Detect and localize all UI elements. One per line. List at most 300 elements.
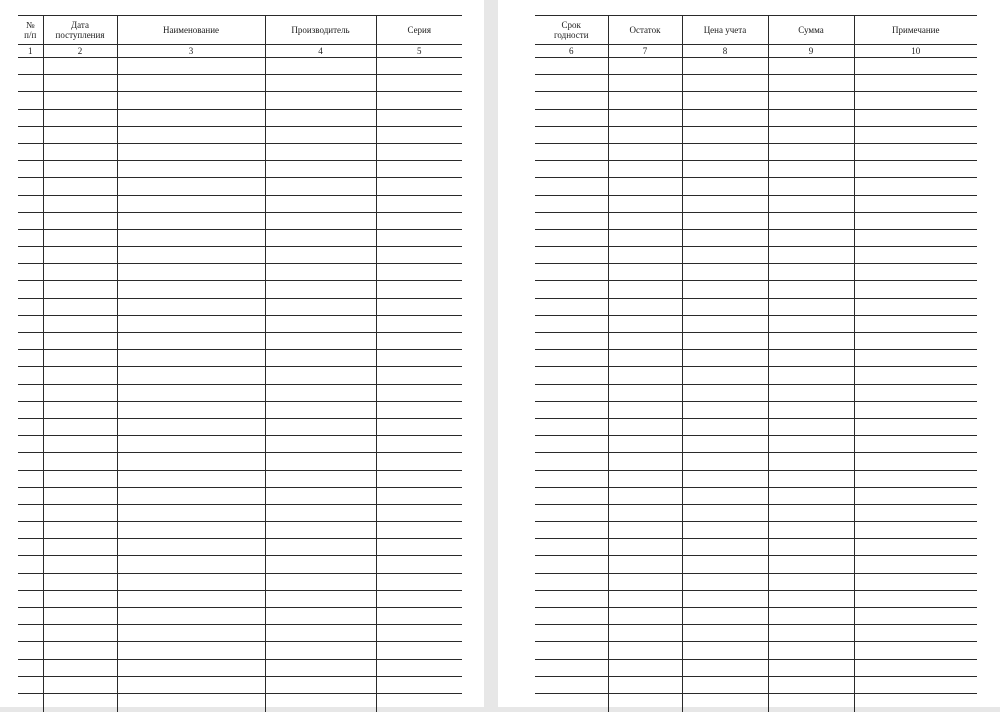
- table-cell: [265, 470, 376, 487]
- table-row: [535, 504, 977, 521]
- table-row: [18, 418, 462, 435]
- table-cell: [854, 75, 977, 92]
- table-cell: [376, 384, 462, 401]
- table-cell: [682, 676, 768, 693]
- table-cell: [376, 642, 462, 659]
- table-row: [18, 281, 462, 298]
- table-cell: [18, 75, 43, 92]
- table-row: [18, 487, 462, 504]
- table-cell: [535, 212, 608, 229]
- table-cell: [535, 109, 608, 126]
- table-row: [18, 143, 462, 160]
- table-cell: [768, 436, 854, 453]
- table-cell: [682, 556, 768, 573]
- table-cell: [43, 315, 117, 332]
- table-cell: [682, 418, 768, 435]
- table-cell: [265, 384, 376, 401]
- table-cell: [608, 608, 682, 625]
- table-cell: [265, 281, 376, 298]
- column-header-receipt-date: Дата поступления: [43, 16, 117, 45]
- column-number-row: [18, 45, 462, 58]
- table-cell: [768, 298, 854, 315]
- table-cell: [854, 659, 977, 676]
- table-cell: [535, 178, 608, 195]
- table-cell: [682, 367, 768, 384]
- table-cell: [265, 161, 376, 178]
- table-row: [535, 384, 977, 401]
- table-cell: [43, 676, 117, 693]
- table-cell: [608, 556, 682, 573]
- table-cell: [265, 109, 376, 126]
- table-cell: [854, 143, 977, 160]
- table-cell: [768, 264, 854, 281]
- table-cell: [265, 642, 376, 659]
- table-cell: [117, 418, 265, 435]
- table-cell: [376, 556, 462, 573]
- table-cell: [43, 333, 117, 350]
- table-cell: [43, 418, 117, 435]
- table-cell: [43, 642, 117, 659]
- ledger-body-left: [18, 58, 462, 712]
- table-cell: [265, 126, 376, 143]
- table-cell: [535, 143, 608, 160]
- table-row: [18, 178, 462, 195]
- table-cell: [535, 556, 608, 573]
- table-cell: [265, 418, 376, 435]
- table-cell: [608, 75, 682, 92]
- table-row: [18, 126, 462, 143]
- table-cell: [535, 522, 608, 539]
- table-row: [18, 367, 462, 384]
- table-cell: [117, 625, 265, 642]
- table-cell: [854, 109, 977, 126]
- table-row: [535, 556, 977, 573]
- table-cell: [18, 676, 43, 693]
- table-cell: [117, 504, 265, 521]
- table-cell: [854, 676, 977, 693]
- table-cell: [18, 315, 43, 332]
- table-row: [535, 350, 977, 367]
- table-cell: [117, 109, 265, 126]
- table-cell: [854, 161, 977, 178]
- column-number: 6: [535, 45, 608, 58]
- table-cell: [854, 333, 977, 350]
- table-cell: [43, 229, 117, 246]
- table-cell: [535, 487, 608, 504]
- table-cell: [768, 161, 854, 178]
- table-row: [535, 92, 977, 109]
- table-cell: [43, 539, 117, 556]
- table-cell: [376, 573, 462, 590]
- table-cell: [608, 539, 682, 556]
- table-cell: [376, 350, 462, 367]
- table-cell: [768, 608, 854, 625]
- table-cell: [608, 264, 682, 281]
- table-cell: [43, 281, 117, 298]
- table-row: [18, 539, 462, 556]
- table-cell: [376, 625, 462, 642]
- table-cell: [43, 384, 117, 401]
- table-cell: [854, 522, 977, 539]
- table-cell: [376, 418, 462, 435]
- table-cell: [854, 608, 977, 625]
- table-row: [18, 693, 462, 712]
- table-cell: [43, 58, 117, 75]
- table-cell: [265, 401, 376, 418]
- table-cell: [608, 573, 682, 590]
- table-cell: [768, 212, 854, 229]
- table-cell: [18, 298, 43, 315]
- table-cell: [608, 418, 682, 435]
- table-row: [18, 350, 462, 367]
- table-cell: [535, 676, 608, 693]
- table-cell: [682, 126, 768, 143]
- table-row: [535, 608, 977, 625]
- table-row: [535, 229, 977, 246]
- table-row: [535, 573, 977, 590]
- table-cell: [535, 590, 608, 607]
- table-row: [18, 333, 462, 350]
- ledger-table-left: [18, 15, 462, 712]
- table-cell: [117, 676, 265, 693]
- table-cell: [18, 367, 43, 384]
- table-cell: [854, 92, 977, 109]
- table-cell: [768, 315, 854, 332]
- table-cell: [768, 590, 854, 607]
- table-cell: [768, 504, 854, 521]
- table-cell: [43, 143, 117, 160]
- table-cell: [535, 504, 608, 521]
- table-cell: [535, 247, 608, 264]
- table-cell: [18, 350, 43, 367]
- table-cell: [376, 522, 462, 539]
- column-number: 5: [376, 45, 462, 58]
- table-row: [18, 590, 462, 607]
- table-cell: [117, 470, 265, 487]
- table-cell: [854, 453, 977, 470]
- table-cell: [682, 625, 768, 642]
- table-row: [535, 367, 977, 384]
- table-cell: [768, 556, 854, 573]
- table-cell: [18, 642, 43, 659]
- table-cell: [117, 659, 265, 676]
- table-row: [535, 315, 977, 332]
- table-cell: [608, 247, 682, 264]
- table-cell: [117, 401, 265, 418]
- table-cell: [18, 470, 43, 487]
- table-cell: [535, 281, 608, 298]
- table-cell: [768, 625, 854, 642]
- table-cell: [535, 384, 608, 401]
- table-cell: [43, 401, 117, 418]
- table-cell: [608, 212, 682, 229]
- table-cell: [376, 676, 462, 693]
- table-cell: [376, 281, 462, 298]
- table-row: [535, 161, 977, 178]
- table-cell: [43, 453, 117, 470]
- column-header-note: Примечание: [854, 16, 977, 45]
- table-cell: [768, 573, 854, 590]
- table-cell: [265, 143, 376, 160]
- table-row: [18, 264, 462, 281]
- table-cell: [117, 247, 265, 264]
- table-cell: [768, 470, 854, 487]
- table-row: [18, 608, 462, 625]
- column-header-name: Наименование: [117, 16, 265, 45]
- column-header-manufacturer: Производитель: [265, 16, 376, 45]
- table-cell: [18, 418, 43, 435]
- table-row: [535, 298, 977, 315]
- table-cell: [43, 659, 117, 676]
- table-cell: [265, 92, 376, 109]
- table-row: [535, 58, 977, 75]
- table-cell: [608, 298, 682, 315]
- table-cell: [608, 161, 682, 178]
- table-cell: [768, 401, 854, 418]
- table-cell: [265, 350, 376, 367]
- table-cell: [117, 143, 265, 160]
- table-cell: [43, 247, 117, 264]
- table-cell: [18, 212, 43, 229]
- table-row: [18, 195, 462, 212]
- table-cell: [117, 573, 265, 590]
- table-cell: [265, 522, 376, 539]
- table-cell: [608, 109, 682, 126]
- table-row: [18, 109, 462, 126]
- table-cell: [535, 350, 608, 367]
- table-cell: [376, 161, 462, 178]
- table-row: [18, 384, 462, 401]
- table-cell: [265, 676, 376, 693]
- table-cell: [535, 418, 608, 435]
- table-cell: [43, 264, 117, 281]
- table-cell: [43, 573, 117, 590]
- table-cell: [535, 401, 608, 418]
- table-cell: [43, 161, 117, 178]
- table-cell: [535, 642, 608, 659]
- table-cell: [768, 367, 854, 384]
- table-cell: [18, 436, 43, 453]
- table-row: [535, 401, 977, 418]
- column-number: 1: [18, 45, 43, 58]
- table-cell: [854, 264, 977, 281]
- table-cell: [376, 264, 462, 281]
- left-page: [0, 0, 484, 707]
- table-row: [18, 92, 462, 109]
- table-cell: [18, 109, 43, 126]
- table-cell: [854, 539, 977, 556]
- table-cell: [376, 333, 462, 350]
- table-cell: [265, 693, 376, 712]
- table-row: [535, 487, 977, 504]
- table-cell: [376, 315, 462, 332]
- table-cell: [376, 109, 462, 126]
- table-cell: [117, 350, 265, 367]
- table-cell: [854, 212, 977, 229]
- table-cell: [376, 367, 462, 384]
- table-cell: [265, 625, 376, 642]
- table-cell: [682, 539, 768, 556]
- table-cell: [682, 350, 768, 367]
- table-cell: [43, 109, 117, 126]
- table-cell: [117, 75, 265, 92]
- table-row: [18, 625, 462, 642]
- table-cell: [768, 143, 854, 160]
- table-cell: [854, 247, 977, 264]
- table-cell: [18, 178, 43, 195]
- table-cell: [854, 384, 977, 401]
- table-cell: [376, 126, 462, 143]
- table-cell: [43, 522, 117, 539]
- table-cell: [608, 333, 682, 350]
- table-row: [18, 229, 462, 246]
- table-row: [535, 212, 977, 229]
- table-cell: [854, 590, 977, 607]
- table-cell: [18, 504, 43, 521]
- table-row: [535, 590, 977, 607]
- column-header-series: Серия: [376, 16, 462, 45]
- table-cell: [265, 229, 376, 246]
- table-cell: [608, 625, 682, 642]
- table-cell: [43, 504, 117, 521]
- table-cell: [608, 590, 682, 607]
- table-cell: [18, 229, 43, 246]
- table-cell: [43, 195, 117, 212]
- table-cell: [768, 281, 854, 298]
- table-row: [18, 470, 462, 487]
- table-cell: [117, 522, 265, 539]
- table-row: [535, 109, 977, 126]
- table-cell: [535, 470, 608, 487]
- table-cell: [535, 58, 608, 75]
- table-cell: [768, 75, 854, 92]
- table-cell: [535, 126, 608, 143]
- table-cell: [535, 92, 608, 109]
- table-cell: [854, 367, 977, 384]
- table-cell: [682, 659, 768, 676]
- table-cell: [43, 178, 117, 195]
- table-cell: [682, 436, 768, 453]
- table-row: [18, 315, 462, 332]
- table-cell: [535, 659, 608, 676]
- table-cell: [117, 58, 265, 75]
- table-cell: [854, 401, 977, 418]
- ledger-table-right: [535, 15, 977, 712]
- table-cell: [18, 625, 43, 642]
- table-cell: [854, 487, 977, 504]
- table-cell: [768, 539, 854, 556]
- table-cell: [608, 487, 682, 504]
- table-cell: [117, 367, 265, 384]
- table-cell: [608, 676, 682, 693]
- table-cell: [265, 487, 376, 504]
- table-cell: [608, 229, 682, 246]
- table-cell: [376, 436, 462, 453]
- table-cell: [117, 539, 265, 556]
- table-cell: [535, 264, 608, 281]
- table-cell: [608, 178, 682, 195]
- column-header-amount: Сумма: [768, 16, 854, 45]
- table-cell: [768, 109, 854, 126]
- table-cell: [265, 436, 376, 453]
- column-number: 10: [854, 45, 977, 58]
- table-cell: [265, 573, 376, 590]
- table-cell: [608, 384, 682, 401]
- table-cell: [376, 178, 462, 195]
- table-cell: [117, 556, 265, 573]
- table-row: [535, 693, 977, 712]
- table-cell: [376, 75, 462, 92]
- table-cell: [768, 58, 854, 75]
- table-cell: [854, 504, 977, 521]
- table-cell: [376, 212, 462, 229]
- table-cell: [854, 470, 977, 487]
- table-cell: [608, 504, 682, 521]
- table-cell: [376, 247, 462, 264]
- table-row: [18, 298, 462, 315]
- table-cell: [265, 659, 376, 676]
- table-row: [535, 195, 977, 212]
- table-cell: [768, 350, 854, 367]
- table-cell: [608, 92, 682, 109]
- table-cell: [854, 573, 977, 590]
- table-cell: [18, 92, 43, 109]
- table-cell: [117, 229, 265, 246]
- table-cell: [768, 195, 854, 212]
- table-row: [535, 436, 977, 453]
- table-cell: [854, 418, 977, 435]
- table-cell: [117, 590, 265, 607]
- table-cell: [376, 143, 462, 160]
- table-cell: [18, 659, 43, 676]
- table-cell: [768, 178, 854, 195]
- table-cell: [535, 161, 608, 178]
- table-cell: [376, 298, 462, 315]
- table-cell: [376, 590, 462, 607]
- table-row: [535, 333, 977, 350]
- column-header-number: № п/п: [18, 16, 43, 45]
- column-number: 4: [265, 45, 376, 58]
- table-cell: [265, 264, 376, 281]
- table-cell: [682, 264, 768, 281]
- table-cell: [608, 522, 682, 539]
- table-cell: [376, 693, 462, 712]
- table-row: [18, 247, 462, 264]
- table-row: [535, 642, 977, 659]
- table-cell: [265, 315, 376, 332]
- table-cell: [682, 247, 768, 264]
- table-cell: [117, 608, 265, 625]
- table-cell: [854, 195, 977, 212]
- column-header-balance: Остаток: [608, 16, 682, 45]
- table-row: [18, 212, 462, 229]
- table-row: [18, 401, 462, 418]
- table-row: [18, 556, 462, 573]
- table-row: [535, 418, 977, 435]
- table-cell: [376, 504, 462, 521]
- table-cell: [682, 487, 768, 504]
- table-cell: [682, 298, 768, 315]
- table-cell: [682, 315, 768, 332]
- table-cell: [18, 161, 43, 178]
- table-cell: [608, 470, 682, 487]
- table-cell: [535, 539, 608, 556]
- table-cell: [117, 178, 265, 195]
- table-row: [535, 676, 977, 693]
- table-cell: [18, 487, 43, 504]
- table-cell: [608, 126, 682, 143]
- table-cell: [535, 195, 608, 212]
